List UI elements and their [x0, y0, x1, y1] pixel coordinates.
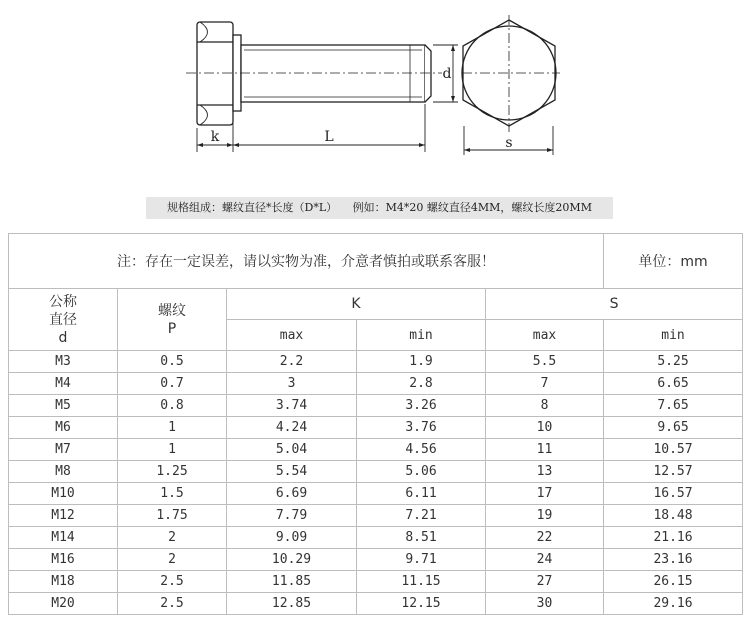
bolt-technical-drawing [0, 0, 750, 190]
cell-s-min: 10.57 [604, 439, 743, 461]
cell-s-min: 9.65 [604, 417, 743, 439]
cell-k-min: 9.71 [357, 549, 486, 571]
cell-diameter: M4 [9, 373, 118, 395]
cell-s-max: 19 [486, 505, 604, 527]
cell-pitch: 1 [118, 417, 227, 439]
header-pitch-line1: 螺纹 [158, 302, 186, 319]
cell-k-max: 11.85 [227, 571, 357, 593]
table-row [9, 593, 743, 615]
cell-s-min: 7.65 [604, 395, 743, 417]
cell-k-min: 4.56 [357, 439, 486, 461]
cell-s-min: 6.65 [604, 373, 743, 395]
table-row [9, 461, 743, 483]
cell-diameter: M5 [9, 395, 118, 417]
table-row [9, 549, 743, 571]
spec-table-body [9, 351, 743, 615]
cell-s-max: 10 [486, 417, 604, 439]
table-row [9, 571, 743, 593]
cell-k-max: 5.04 [227, 439, 357, 461]
cell-s-max: 13 [486, 461, 604, 483]
cell-s-min: 16.57 [604, 483, 743, 505]
cell-s-min: 29.16 [604, 593, 743, 615]
cell-k-max: 4.24 [227, 417, 357, 439]
cell-k-min: 3.76 [357, 417, 486, 439]
cell-k-min: 6.11 [357, 483, 486, 505]
cell-s-min: 21.16 [604, 527, 743, 549]
cell-diameter: M6 [9, 417, 118, 439]
cell-pitch: 2 [118, 527, 227, 549]
header-diameter-line2: 直径 [49, 311, 77, 328]
header-s-min: min [604, 320, 743, 351]
cell-diameter: M10 [9, 483, 118, 505]
cell-s-max: 5.5 [486, 351, 604, 373]
caption-format: 规格组成：螺纹直径*长度（D*L） [167, 201, 338, 214]
cell-pitch: 1.75 [118, 505, 227, 527]
cell-s-max: 17 [486, 483, 604, 505]
cell-pitch: 1 [118, 439, 227, 461]
cell-k-max: 3 [227, 373, 357, 395]
dim-label-s: s [505, 135, 513, 151]
cell-pitch: 0.7 [118, 373, 227, 395]
table-row [9, 351, 743, 373]
cell-k-max: 2.2 [227, 351, 357, 373]
unit-label: 单位：mm [604, 234, 743, 289]
cell-k-min: 11.15 [357, 571, 486, 593]
cell-diameter: M8 [9, 461, 118, 483]
header-k: K [227, 289, 486, 320]
bolt-shank [241, 45, 425, 102]
cell-s-max: 8 [486, 395, 604, 417]
header-pitch-line2: P [167, 320, 177, 337]
cell-k-min: 7.21 [357, 505, 486, 527]
cell-s-max: 27 [486, 571, 604, 593]
header-s: S [486, 289, 743, 320]
header-s-max: max [486, 320, 604, 351]
table-row [9, 439, 743, 461]
cell-pitch: 1.25 [118, 461, 227, 483]
cell-k-min: 1.9 [357, 351, 486, 373]
header-row-1 [9, 289, 743, 320]
cell-k-min: 3.26 [357, 395, 486, 417]
cell-s-min: 5.25 [604, 351, 743, 373]
cell-k-max: 3.74 [227, 395, 357, 417]
header-k-max: max [227, 320, 357, 351]
cell-s-max: 7 [486, 373, 604, 395]
cell-diameter: M14 [9, 527, 118, 549]
table-row [9, 395, 743, 417]
cell-diameter: M12 [9, 505, 118, 527]
cell-k-max: 12.85 [227, 593, 357, 615]
cell-s-min: 23.16 [604, 549, 743, 571]
cell-k-max: 5.54 [227, 461, 357, 483]
spec-caption [146, 197, 613, 219]
cell-s-max: 30 [486, 593, 604, 615]
cell-s-max: 22 [486, 527, 604, 549]
dim-label-d: d [442, 66, 452, 82]
cell-pitch: 1.5 [118, 483, 227, 505]
cell-s-max: 24 [486, 549, 604, 571]
bolt-head-side [197, 22, 233, 125]
cell-k-min: 2.8 [357, 373, 486, 395]
table-row [9, 417, 743, 439]
cell-diameter: M16 [9, 549, 118, 571]
cell-s-min: 26.15 [604, 571, 743, 593]
cell-diameter: M3 [9, 351, 118, 373]
cell-s-min: 12.57 [604, 461, 743, 483]
cell-s-min: 18.48 [604, 505, 743, 527]
cell-k-min: 5.06 [357, 461, 486, 483]
cell-diameter: M7 [9, 439, 118, 461]
cell-pitch: 0.8 [118, 395, 227, 417]
cell-k-max: 6.69 [227, 483, 357, 505]
cell-k-max: 10.29 [227, 549, 357, 571]
dim-label-k: k [210, 129, 220, 145]
cell-diameter: M20 [9, 593, 118, 615]
cell-k-max: 9.09 [227, 527, 357, 549]
cell-k-min: 8.51 [357, 527, 486, 549]
cell-pitch: 2 [118, 549, 227, 571]
dim-label-L: L [324, 129, 334, 145]
header-diameter-line1: 公称 [49, 293, 77, 310]
cell-k-max: 7.79 [227, 505, 357, 527]
table-row [9, 373, 743, 395]
table-row [9, 483, 743, 505]
notice-row [9, 234, 743, 289]
cell-pitch: 2.5 [118, 571, 227, 593]
header-pitch [118, 289, 227, 351]
spec-table [8, 233, 743, 615]
caption-example: 例如：M4*20 螺纹直径4MM，螺纹长度20MM [352, 201, 592, 214]
table-row [9, 505, 743, 527]
cell-k-min: 12.15 [357, 593, 486, 615]
header-diameter [9, 289, 118, 351]
header-diameter-line3: d [58, 329, 68, 346]
notice-text: 注：存在一定误差，请以实物为准，介意者慎拍或联系客服！ [9, 234, 604, 289]
cell-diameter: M18 [9, 571, 118, 593]
cell-pitch: 2.5 [118, 593, 227, 615]
header-k-min: min [357, 320, 486, 351]
table-row [9, 527, 743, 549]
cell-pitch: 0.5 [118, 351, 227, 373]
cell-s-max: 11 [486, 439, 604, 461]
